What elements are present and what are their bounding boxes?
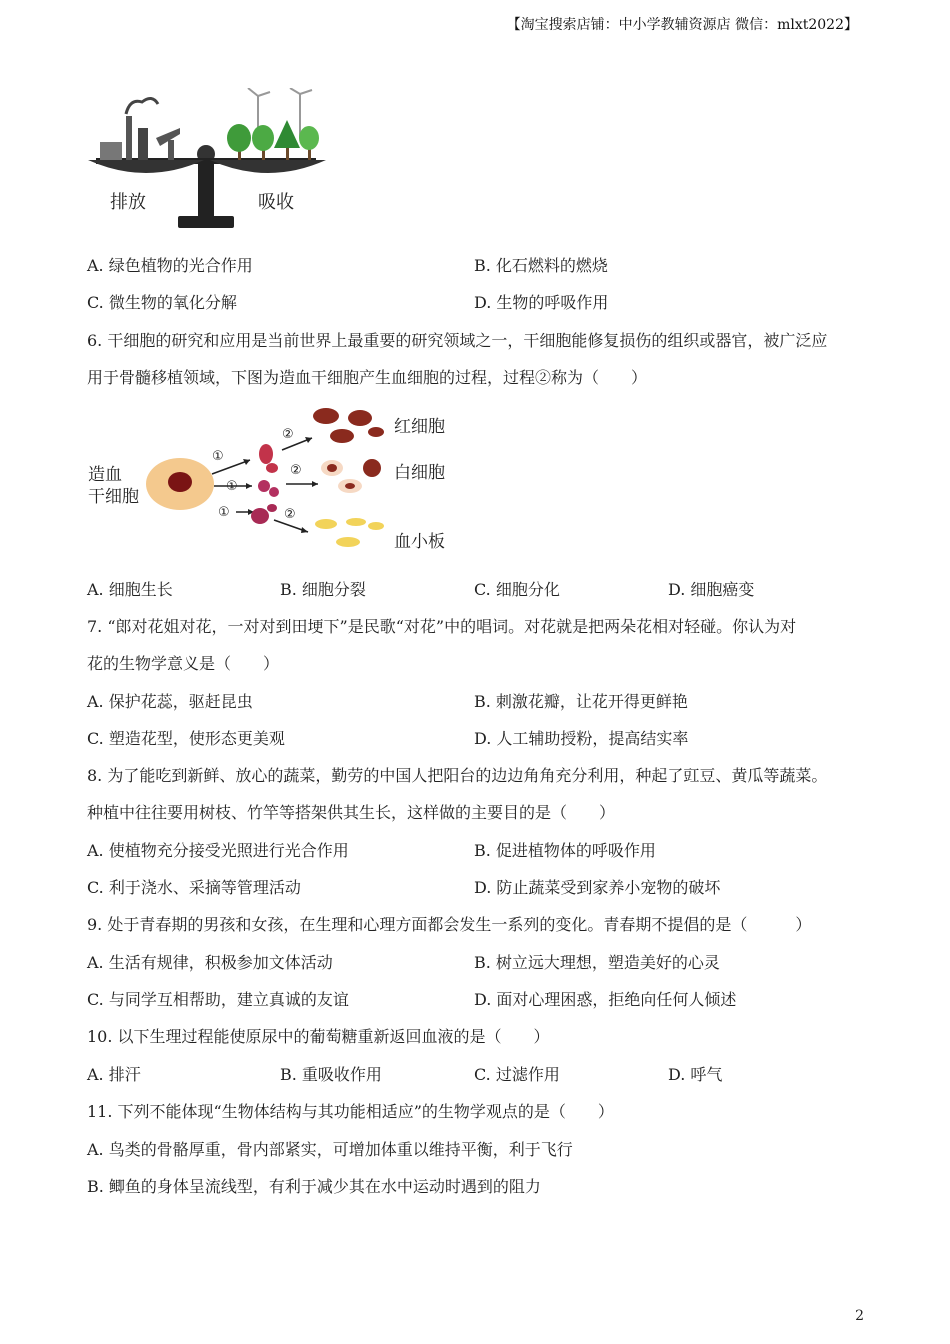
q8-stem-line2: 种植中往往要用树枝、竹竿等搭架供其生长，这样做的主要目的是（ ） [87, 803, 616, 822]
q7-option-a[interactable]: A. 保护花蕊，驱赶昆虫 [87, 692, 253, 711]
q11-stem-line1: 11. 下列不能体现“生物体结构与其功能相适应”的生物学观点的是（ ） [87, 1102, 614, 1121]
wbc-label: 白细胞 [394, 463, 445, 483]
q5-option-a[interactable]: A. 绿色植物的光合作用 [87, 256, 253, 275]
step1-marker-mid: ① [226, 479, 238, 494]
q8-option-a[interactable]: A. 使植物充分接受光照进行光合作用 [87, 841, 349, 860]
step2-marker-bottom: ② [284, 507, 296, 522]
absorption-label: 吸收 [258, 192, 294, 213]
q11-option-a[interactable]: A. 鸟类的骨骼厚重，骨内部紧实，可增加体重以维持平衡，利于飞行 [87, 1140, 573, 1159]
stem-cell-label-2: 干细胞 [88, 487, 139, 507]
stem-cell-drawing [86, 402, 466, 562]
q5-option-d[interactable]: D. 生物的呼吸作用 [474, 293, 609, 312]
platelet-label: 血小板 [394, 532, 445, 552]
q7-stem-line2: 花的生物学意义是（ ） [87, 654, 280, 673]
step1-marker-bottom: ① [218, 505, 230, 520]
q7-option-c[interactable]: C. 塑造花型，使形态更美观 [87, 729, 285, 748]
q10-option-d[interactable]: D. 呼气 [668, 1065, 723, 1084]
q10-option-c[interactable]: C. 过滤作用 [474, 1065, 560, 1084]
q8-option-b[interactable]: B. 促进植物体的呼吸作用 [474, 841, 656, 860]
step2-marker-mid: ② [290, 463, 302, 478]
q8-stem-line1: 8. 为了能吃到新鲜、放心的蔬菜，勤劳的中国人把阳台的边边角角充分利用，种起了豇豆、黄瓜等蔬菜。 [87, 766, 828, 785]
q9-option-c[interactable]: C. 与同学互相帮助，建立真诚的友谊 [87, 990, 349, 1009]
q9-stem-line1: 9. 处于青春期的男孩和女孩，在生理和心理方面都会发生一系列的变化。青春期不提倡的是（ ） [87, 915, 812, 934]
q7-option-b[interactable]: B. 刺激花瓣，让花开得更鲜艳 [474, 692, 688, 711]
balance-scale-figure [86, 88, 332, 230]
step2-marker-top: ② [282, 427, 294, 442]
q8-option-d[interactable]: D. 防止蔬菜受到家养小宠物的破坏 [474, 878, 721, 897]
q7-option-d[interactable]: D. 人工辅助授粉，提高结实率 [474, 729, 689, 748]
q10-option-b[interactable]: B. 重吸收作用 [280, 1065, 382, 1084]
step1-marker-top: ① [212, 449, 224, 464]
stem-cell-label-1: 造血 [88, 465, 122, 485]
q10-stem-line1: 10. 以下生理过程能使原尿中的葡萄糖重新返回血液的是（ ） [87, 1027, 550, 1046]
q6-stem-line1: 6. 干细胞的研究和应用是当前世界上最重要的研究领域之一，干细胞能修复损伤的组织或器官，被广泛应 [87, 331, 828, 350]
q9-option-d[interactable]: D. 面对心理困惑，拒绝向任何人倾述 [474, 990, 737, 1009]
q9-option-a[interactable]: A. 生活有规律，积极参加文体活动 [87, 953, 333, 972]
page-header: 【淘宝搜索店铺：中小学教辅资源店 微信：mlxt2022】 [506, 17, 858, 33]
q5-option-b[interactable]: B. 化石燃料的燃烧 [474, 256, 608, 275]
q11-option-b[interactable]: B. 鲫鱼的身体呈流线型，有利于减少其在水中运动时遇到的阻力 [87, 1177, 541, 1196]
q10-option-a[interactable]: A. 排汗 [87, 1065, 141, 1084]
q6-option-d[interactable]: D. 细胞癌变 [668, 580, 755, 599]
rbc-label: 红细胞 [394, 417, 445, 437]
q6-option-b[interactable]: B. 细胞分裂 [280, 580, 366, 599]
q5-option-c[interactable]: C. 微生物的氧化分解 [87, 293, 237, 312]
q6-option-a[interactable]: A. 细胞生长 [87, 580, 173, 599]
q7-stem-line1: 7. “郎对花姐对花，一对对到田埂下”是民歌“对花”中的唱词。对花就是把两朵花相对轻碰。你认为对 [87, 617, 797, 636]
q6-option-c[interactable]: C. 细胞分化 [474, 580, 560, 599]
page-number: 2 [855, 1308, 864, 1324]
stem-cell-figure [86, 402, 466, 562]
q8-option-c[interactable]: C. 利于浇水、采摘等管理活动 [87, 878, 301, 897]
q6-stem-line2: 用于骨髓移植领域，下图为造血干细胞产生血细胞的过程，过程②称为（ ） [87, 368, 648, 387]
balance-scale-drawing [86, 88, 332, 230]
emission-label: 排放 [110, 192, 146, 213]
q9-option-b[interactable]: B. 树立远大理想，塑造美好的心灵 [474, 953, 720, 972]
